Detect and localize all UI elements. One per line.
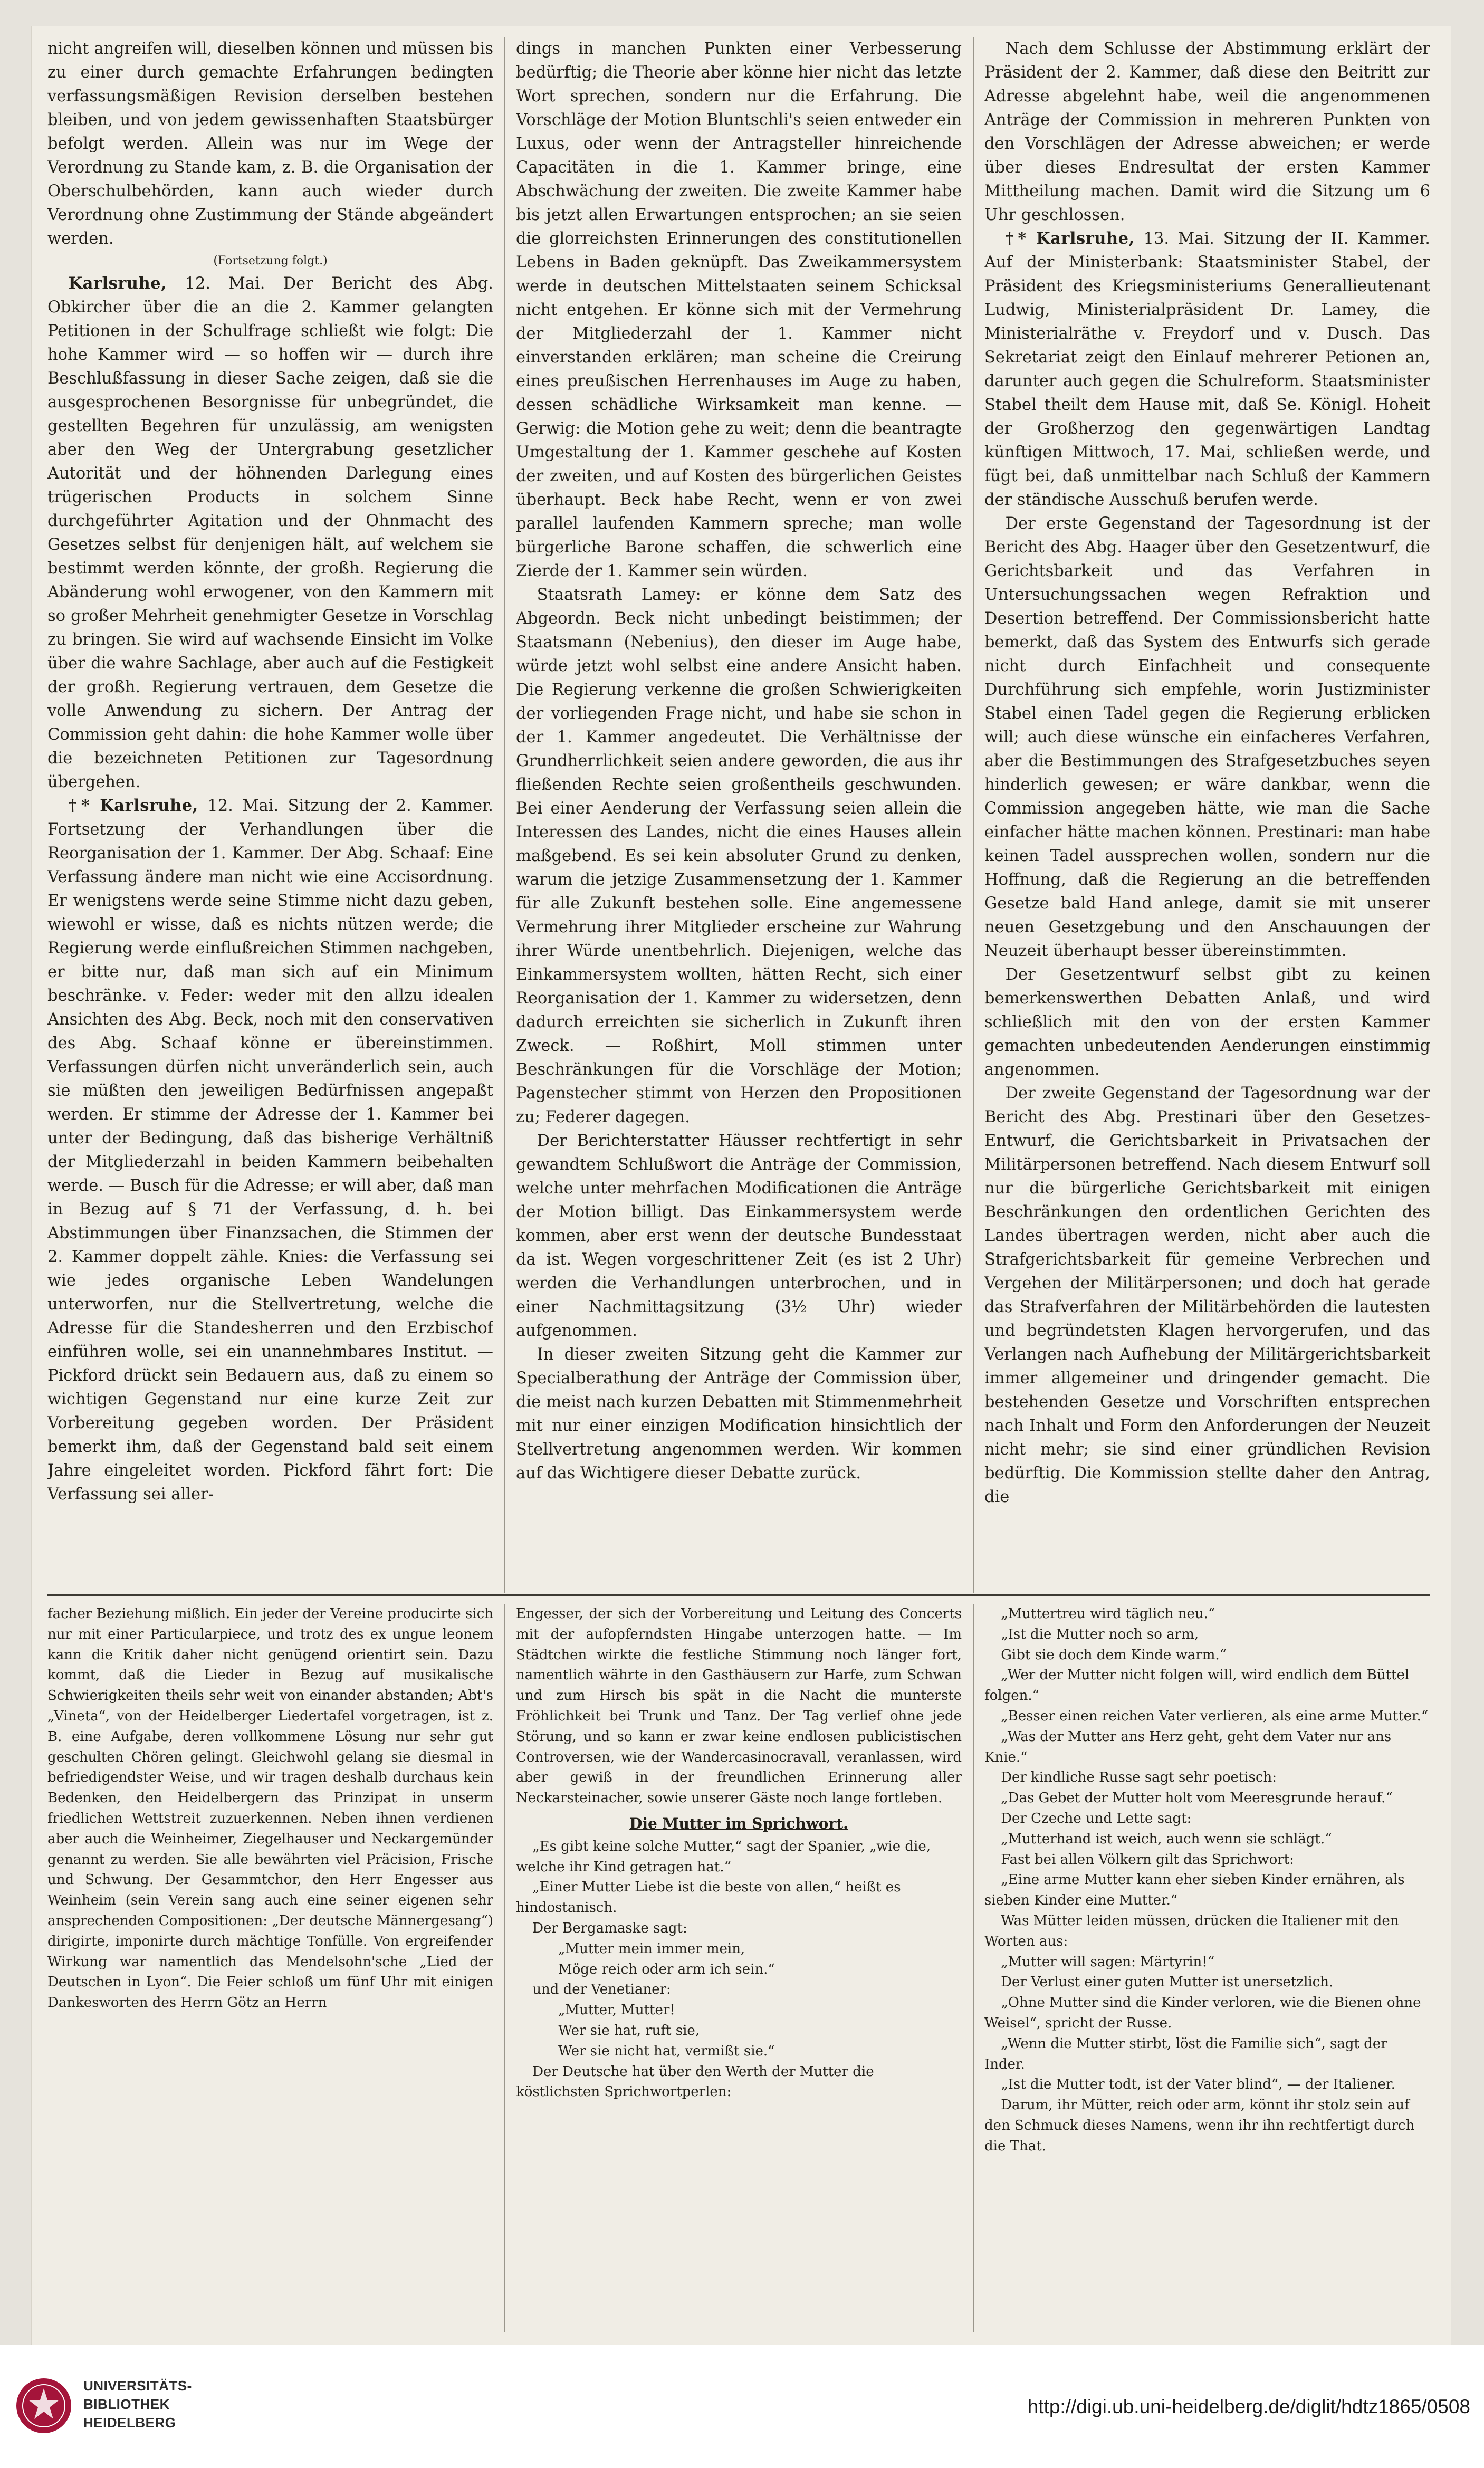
paragraph: Der Gesetzentwurf selbst gibt zu keinen bemerkenswerthen Debatten Anlaß, und wird schließlich mit den von der ersten Kammer gemachten unbedeutenden Aenderungen einstimmig angenommen. [984, 965, 1430, 1079]
feuilleton-divider [47, 1594, 1430, 1596]
paragraph: Der zweite Gegenstand der Tagesordnung war der Bericht des Abg. Prestinari über den Gesetzes-Entwurf, die Gerichtsbarkeit in Privatsachen der Militärpersonen betreffend. Nach diesem Entwurf soll nur die bürgerliche Gerichtsbarkeit mit einigen Beschränkungen den ordentlichen Gerichten des Landes übertragen werden, nicht aber auch die Strafgerichtsbarkeit für gemeine Verbrechen und Vergehen der Militärpersonen; und doch hat gerade das Strafverfahren der Militärbehörden die lautesten und begründetsten Klagen hervorgerufen, und das Verlangen nach Aufhebung der Militärgerichtsbarkeit immer allgemeiner und dringender gemacht. Die bestehenden Gesetze und Vorschriften entsprechen nach Inhalt und Form den Anforderungen der Neuzeit nicht mehr; sie sind einer gründlichen Revision bedürftig. Die Kommission stellte daher den Antrag, die [984, 1084, 1430, 1506]
continuation-note: (Fortsetzung folgt.) [213, 254, 328, 267]
column-3 [984, 37, 1430, 1593]
proverb: Gibt sie doch dem Kinde warm.“ [1001, 1647, 1227, 1663]
proverb: „Mutter will sagen: Märtyrin!“ [1001, 1954, 1215, 1970]
dateline: Karlsruhe, [68, 274, 167, 293]
column-4 [47, 1604, 493, 2332]
paragraph [984, 227, 1430, 512]
library-footer [0, 2345, 1484, 2468]
proverb-intro: und der Venetianer: [532, 1982, 671, 1998]
column-6 [984, 1604, 1430, 2332]
proverb: „Es gibt keine solche Mutter,“ sagt der Spanier, „wie die, welche ihr Kind getragen hat.“ [516, 1838, 931, 1875]
paragraph: dings in manchen Punkten einer Verbesserung bedürftig; die Theorie aber könne hier nicht das letzte Wort sprechen, sondern nur die Erfahrung. Die Vorschläge der Motion Bluntschli's seien entweder ein Luxus, oder wenn der Antragsteller hinreichende Capacitäten in die 1. Kammer bringe, eine Abschwächung der zweiten. Die zweite Kammer habe bis jetzt allen Erwartungen entsprochen; an sie seien die glorreichsten Erinnerungen des constitutionellen Lebens in Baden geknüpft. Das Zweikammersystem werde in deutschen Mittelstaaten seinem Schicksal nicht entgehen. Er könne sich mit der Vermehrung der Mitgliederzahl der 1. Kammer nicht einverstanden erklären; man scheine die Creirung eines preußischen Herrenhauses im Auge zu haben, dessen schädliche Wirksamkeit man kenne. — Gerwig: die Motion gehe zu weit; denn die beantragte Umgestaltung der 1. Kammer geschehe auf Kosten der zweiten, und auf Kosten des bürgerlichen Geistes überhaupt. Beck habe Recht, wenn er von zwei parallel laufenden Kammern spreche; man wolle bürgerliche Barone schaffen, die schwerlich eine Zierde der 1. Kammer sein würden. [516, 40, 962, 580]
proverb: „Das Gebet der Mutter holt vom Meeresgrunde herauf.“ [1001, 1790, 1393, 1806]
library-name-line: BIBLIOTHEK [83, 2396, 170, 2412]
newspaper-page [32, 26, 1451, 2345]
column-2 [516, 37, 962, 1593]
column-divider [504, 1604, 505, 2332]
paragraph-text: 12. Mai. Sitzung der 2. Kammer. Fortsetzung der Verhandlungen über die Reorganisation der 1. Kammer. Der Abg. Schaaf: Eine Verfassung ändere man nicht wie eine Accisordnung. Er wenigstens werde seine Stimme nicht dazu geben, wiewohl er wisse, daß es nichts nützen werde; die Regierung werde einflußreichen Stimmen nachgeben, er bitte nur, daß man sich auf ein Minimum beschränke. v. Feder: weder mit den allzu idealen Ansichten des Abg. Beck, noch mit den conservativen des Abg. Schaaf könne er übereinstimmen. Verfassungen dürfen nicht unveränderlich sein, auch sie müßten den jeweiligen Bedürfnissen angepaßt werden. Er stimme der Adresse der 1. Kammer bei unter der Bedingung, daß das bisherige Verhältniß der Mitgliederzahl in beiden Kammern beibehalten werde. — Busch für die Adresse; er will aber, daß man in Bezug auf § 71 der Verfassung, d. h. bei Abstimmungen über Finanzsachen, die Stimmen der 2. Kammer doppelt zähle. Knies: die Verfassung sei wie jedes organische Leben Wandelungen unterworfen, nur die Stellvertretung, welche die Adresse für die Standesherren und den Erzbischof einführen wolle, sei ein unannehmbares Institut. — Pickford drückt sein Bedauern aus, daß zu einem so wichtigen Gegenstand nur eine kurze Zeit zur Vorbereitung gegeben worden. Der Präsident bemerkt ihm, daß der Gegenstand bald seit einem Jahre eingeleitet worden. Pickford fährt fort: Die Verfassung sei aller- [47, 797, 493, 1504]
article-title: Die Mutter im Sprichwort. [629, 1814, 848, 1832]
verse-line: Wer sie hat, ruft sie, [558, 2022, 700, 2039]
upper-columns [47, 37, 1430, 1593]
dateline: †* Karlsruhe, [1005, 229, 1135, 248]
paragraph: nicht angreifen will, dieselben können und müssen bis zu einer durch gemachte Erfahrungen bedingten verfassungsmäßigen Revision derselben bestehen bleiben, und von jedem gewissenhaften Staatsbürger befolgt werden. Allein was nur im Wege der Verordnung zu Stande kam, z. B. die Organisation der Oberschulbehörden, kann auch wieder durch Verordnung ohne Zustimmung der Stände abgeändert werden. [47, 40, 493, 248]
library-name-line: UNIVERSITÄTS- [83, 2378, 192, 2394]
proverb-intro: Der Deutsche hat über den Werth der Mutter die köstlichsten Sprichwortperlen: [516, 2063, 874, 2100]
proverb-intro: Fast bei allen Völkern gilt das Sprichwort: [1001, 1851, 1294, 1868]
proverb: „Eine arme Mutter kann eher sieben Kinder ernähren, als sieben Kinder eine Mutter.“ [984, 1872, 1405, 1909]
feuilleton-columns [47, 1604, 1430, 2332]
paragraph: Der erste Gegenstand der Tagesordnung ist der Bericht des Abg. Haager über den Gesetzentwurf, die Gerichtsbarkeit und das Verfahren in Untersuchungssachen wegen Refraktion und Desertion betreffend. Der Commissionsbericht hatte bemerkt, daß das System des Entwurfs sich gerade nicht durch Einfachheit und consequente Durchführung sich empfehle, worin Justizminister Stabel einen Tadel gegen die Regierung erblicken will; auch diese wünsche ein einfacheres Verfahren, aber die Bestimmungen des Strafgesetzbuches seyen hinderlich gewesen; er wäre dankbar, wenn die Commission angegeben hätte, wie man die Sache einfacher hätte machen können. Prestinari: man habe keinen Tadel aussprechen wollen, sondern nur die Hoffnung, daß die Regierung an die betreffenden Gesetze bald Hand anlege, damit sie mit unserer neuen Gesetzgebung und den Anschauungen der Neuzeit überhaupt besser übereinstimmten. [984, 514, 1430, 960]
paragraph: Nach dem Schlusse der Abstimmung erklärt der Präsident der 2. Kammer, daß diese den Beitritt zur Adresse abgelehnt habe, weil die angenommenen Anträge der Commission in mehreren Punkten von den Vorschlägen der Adresse abweichen; er werde über dieses Endresultat der ersten Kammer Mittheilung machen. Damit wird die Sitzung um 6 Uhr geschlossen. [984, 40, 1430, 224]
column-5 [516, 1604, 962, 2332]
verse-line: „Mutter mein immer mein, [558, 1940, 745, 1957]
verse-line: Wer sie nicht hat, vermißt sie.“ [558, 2043, 775, 2059]
column-divider [504, 37, 505, 1593]
paragraph: Staatsrath Lamey: er könne dem Satz des Abgeordn. Beck nicht unbedingt beistimmen; der Staatsmann (Nebenius), den dieser im Auge habe, würde jetzt wohl selbst eine andere Ansicht haben. Die Regierung verkenne die großen Schwierigkeiten der vorliegenden Frage nicht, und habe sie schon in der 1. Kammer angedeutet. Die Verhältnisse der Grundherrlichkeit seien andere geworden, die aus ihr fließenden Rechte seien großentheils geschwunden. Bei einer Aenderung der Verfassung seien allein die Interessen des Landes, nicht die eines Hauses allein maßgebend. Es sei kein absoluter Grund zu denken, warum die jetzige Zusammensetzung der 1. Kammer für alle Zukunft bestehen solle. Eine angemessene Vermehrung ihrer Mitglieder erscheine zur Wahrung ihrer Würde unentbehrlich. Diejenigen, welche das Einkammersystem wollten, hätten Recht, sich einer Reorganisation der 1. Kammer zu widersetzen, denn dadurch erreichten sie sicherlich in Zukunft ihren Zweck. — Roßhirt, Moll stimmen unter Beschränkungen für die Vorschläge der Motion; Pagenstecher stimmt von Herzen den Propositionen zu; Federer dagegen. [516, 586, 962, 1126]
proverb-intro: Der Czeche und Lette sagt: [1001, 1810, 1192, 1826]
column-1 [47, 37, 493, 1593]
proverb: „Wenn die Mutter stirbt, löst die Familie sich“, sagt der Inder. [984, 2035, 1387, 2072]
proverb: „Besser einen reichen Vater verlieren, als eine arme Mutter.“ [1001, 1708, 1429, 1724]
proverb: „Muttertreu wird täglich neu.“ [1001, 1606, 1215, 1622]
library-name [83, 2377, 192, 2432]
column-divider [973, 37, 974, 1593]
proverb-intro: Was Mütter leiden müssen, drücken die Italiener mit den Worten aus: [984, 1912, 1399, 1949]
proverb: „Mutterhand ist weich, auch wenn sie schlägt.“ [1001, 1831, 1332, 1847]
column-divider [973, 1604, 974, 2332]
paragraph: In dieser zweiten Sitzung geht die Kammer zur Specialberathung der Anträge der Commission über, die meist nach kurzen Debatten mit Stimmenmehrheit mit nur einer einzigen Modification hinsichtlich der Stellvertretung angenommen werden. Wir kommen auf das Wichtigere dieser Debatte zurück. [516, 1345, 962, 1482]
proverb: „Ist die Mutter noch so arm, [1001, 1626, 1199, 1642]
dateline: †* Karlsruhe, [68, 796, 198, 815]
paragraph: facher Beziehung mißlich. Ein jeder der Vereine producirte sich nur mit einer Particularpiece, und trotz des ex ungue leonem kann die Kritik daher nicht genügend orientirt sein. Dazu kommt, daß die Lieder in Bezug auf musikalische Schwierigkeiten theils sehr weit von einander abstanden; Abt's „Vineta“, von der Heidelberger Liedertafel vorgetragen, ist z. B. eine Aufgabe, deren vollkommene Lösung nur sehr gut geschulten Chören gelingt. Gleichwohl gelang sie diesmal in befriedigendster Weise, und wir tragen deshalb durchaus kein Bedenken, den Heidelbergern das Prinzipat in unserm friedlichen Wettstreit zuzuerkennen. Neben ihnen verdienen aber auch die Weinheimer, Ziegelhauser und Neckargemünder genannt zu werden. Sie alle bewährten viel Präcision, Frische und Schwung. Der Gesammtchor, den Herr Engesser aus Weinheim (sein Verein sang auch eine seiner eigenen sehr ansprechenden Compositionen: „Der deutsche Männergesang“) dirigirte, imponirte durch mächtige Tonfülle. Von ergreifender Wirkung war namentlich das Mendelsohn'sche „Lied der Deutschen in Lyon“. Die Feier schloß um fünf Uhr mit einigen Dankesworten des Herrn Götz an Herrn [47, 1606, 493, 2011]
paragraph-text: 12. Mai. Der Bericht des Abg. Obkircher über die an die 2. Kammer gelangten Petitionen in der Schulfrage schließt wie folgt: Die hohe Kammer wird — so hoffen wir — durch ihre Beschlußfassung in dieser Sache zeigen, daß sie die ausgesprochenen Besorgnisse für unbegründet, die gestellten Begehren für unzulässig, am wenigsten aber den Weg der Untergrabung gesetzlicher Autorität und der höhnenden Darlegung eines trügerischen Products in solchem Sinne durchgeführter Agitation und der Ohnmacht des Gesetzes selbst für denjenigen hält, auf welchem sie bestimmt werden könnte, der großh. Regierung die Abänderung wohl erwogener, von den Kammern mit so großer Mehrheit genehmigter Gesetze in Vorschlag zu bringen. Sie wird auf wachsende Einsicht im Volke über die wahre Sachlage, aber auch auf die Festigkeit der großh. Regierung vertrauen, dem Gesetze die volle Anwendung zu sichern. Der Antrag der Commission geht dahin: die hohe Kammer wolle über die bezeichneten Petitionen zur Tagesordnung übergehen. [47, 274, 493, 791]
closing-paragraph: Darum, ihr Mütter, reich oder arm, könnt ihr stolz sein auf den Schmuck dieses Namens, wenn ihr ihn rechtfertigt durch die That. [984, 2097, 1415, 2154]
proverb-intro: Der Bergamaske sagt: [532, 1920, 687, 1936]
paragraph [47, 794, 493, 1506]
proverb: „Ist die Mutter todt, ist der Vater blind“, — der Italiener. [1001, 2077, 1395, 2093]
proverb: „Ohne Mutter sind die Kinder verloren, wie die Bienen ohne Weisel“, spricht der Russe. [984, 1995, 1421, 2031]
paragraph: Engesser, der sich der Vorbereitung und Leitung des Concerts mit der aufopferndsten Hingabe unterzogen hatte. — Im Städtchen wirkte die festliche Stimmung noch länger fort, namentlich währte in den Gasthäusern zur Harfe, zum Schwan und zum Hirsch bis spät in die Nacht die munterste Fröhlichkeit bei Trunk und Tanz. Der Tag verlief ohne jede Störung, und so kann er zwar keine endlosen publicistischen Controversen, wie der Wandercasinocravall, veranlassen, wird aber gewiß in der freundlichen Erinnerung aller Neckarsteinacher, sowie unserer Gäste noch lange fortleben. [516, 1606, 962, 1806]
proverb: „Wer der Mutter nicht folgen will, wird endlich dem Büttel folgen.“ [984, 1667, 1410, 1704]
paragraph-text: 13. Mai. Sitzung der II. Kammer. Auf der Ministerbank: Staatsminister Stabel, der Präsident des Kriegsministeriums Generallieutenant Ludwig, Ministerialpräsident Dr. Lamey, die Ministerialräthe v. Freydorf und v. Dusch. Das Sekretariat zeigt den Einlauf mehrerer Petionen an, darunter auch gegen die Schulreform. Staatsminister Stabel theilt dem Hause mit, daß Se. Königl. Hoheit der Großherzog den gegenwärtigen Landtag künftigen Mittwoch, 17. Mai, schließen werde, und fügt bei, daß unmittelbar nach Schluß der Kammern der ständische Ausschuß berufen werde. [984, 229, 1430, 509]
proverb-intro: Der Verlust einer guten Mutter ist unersetzlich. [1001, 1974, 1334, 1991]
paragraph [47, 272, 493, 794]
library-name-line: HEIDELBERG [83, 2415, 176, 2431]
permalink-url[interactable]: http://digi.ub.uni-heidelberg.de/diglit/hdtz1865/0508 [1027, 2396, 1470, 2417]
proverb-intro: Der kindliche Russe sagt sehr poetisch: [1001, 1769, 1277, 1786]
university-seal-icon [15, 2377, 73, 2435]
verse-line: Möge reich oder arm ich sein.“ [558, 1961, 775, 1977]
proverb: „Was der Mutter ans Herz geht, geht dem Vater nur ans Knie.“ [984, 1728, 1392, 1765]
verse-line: „Mutter, Mutter! [558, 2002, 675, 2019]
paragraph: Der Berichterstatter Häusser rechtfertigt in sehr gewandtem Schlußwort die Anträge der Commission, welche unter mehrfachen Modificationen die Anträge der Motion billigt. Das Einkammersystem werde kommen, aber erst wenn der deutsche Bundesstaat da ist. Wegen vorgeschrittener Zeit (es ist 2 Uhr) werden die Verhandlungen unterbrochen, und in einer Nachmittagsitzung (3½ Uhr) wieder aufgenommen. [516, 1132, 962, 1340]
proverb: „Einer Mutter Liebe ist die beste von allen,“ heißt es hindostanisch. [516, 1879, 901, 1916]
